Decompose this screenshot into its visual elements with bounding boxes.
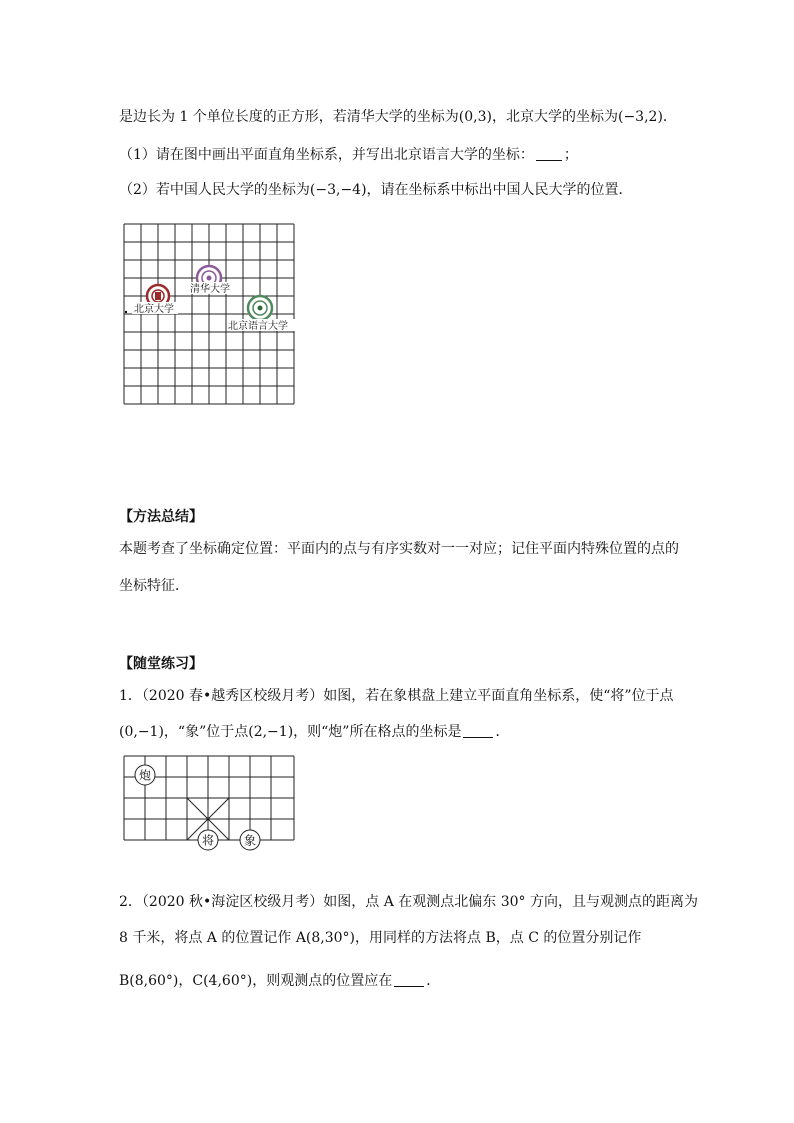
method-heading: 【方法总结】 [119, 509, 203, 525]
jiang-label: 将 [201, 833, 215, 848]
answer-blank [394, 972, 424, 987]
practice-q2-text: B(8,60°)，C(4,60°)，则观测点的位置应在 [119, 973, 393, 989]
practice-q1-text: (0,−1)，“象”位于点(2,−1)，则“炮”所在格点的坐标是 [119, 724, 462, 740]
practice-q2-line-1: 2．（2020 秋•海淀区校级月考）如图，点 A 在观测点北偏东 30° 方向，且与观测点的距离为 [119, 894, 698, 910]
xiang-piece [240, 830, 260, 850]
practice-q1-line-2 [119, 722, 509, 742]
xiang-label: 象 [243, 833, 257, 848]
practice-q2-end: ． [426, 973, 441, 989]
problem-intro: 是边长为 1 个单位长度的正方形，若清华大学的坐标为(0,3)，北京大学的坐标为(−3,2)． [119, 109, 677, 125]
university-grid-figure [122, 222, 298, 408]
answer-blank [536, 146, 562, 161]
question-1 [119, 145, 578, 165]
jiang-piece [198, 830, 218, 850]
pku-label: 北京大学 [134, 304, 174, 315]
blcu-label: 北京语言大学 [228, 321, 288, 332]
practice-q1-line-1: 1．（2020 春•越秀区校级月考）如图，若在象棋盘上建立平面直角坐标系，使“将”位于点 [119, 688, 674, 704]
method-text-line-1: 本题考查了坐标确定位置：平面内的点与有序实数对一一对应；记住平面内特殊位置的点的 [119, 541, 679, 557]
practice-q2-line-2: 8 千米，将点 A 的位置记作 A(8,30°)，用同样的方法将点 B，点 C 的位置分别记作 [119, 930, 642, 946]
method-text-line-2: 坐标特征． [119, 578, 189, 594]
tsinghua-label: 清华大学 [190, 284, 230, 295]
practice-q1-end: ． [495, 724, 510, 740]
blcu-seal-icon [248, 296, 272, 320]
chessboard-figure [122, 754, 298, 854]
pao-piece [135, 765, 155, 785]
pao-label: 炮 [138, 768, 152, 783]
question-1-text: （1）请在图中画出平面直角坐标系，并写出北京语言大学的坐标： [119, 147, 534, 163]
question-2: （2）若中国人民大学的坐标为(−3,−4)，请在坐标系中标出中国人民大学的位置． [119, 182, 633, 198]
practice-q2-line-3 [119, 971, 440, 991]
question-1-end: ； [563, 147, 578, 163]
answer-blank [463, 723, 493, 738]
practice-heading: 【随堂练习】 [119, 656, 203, 672]
